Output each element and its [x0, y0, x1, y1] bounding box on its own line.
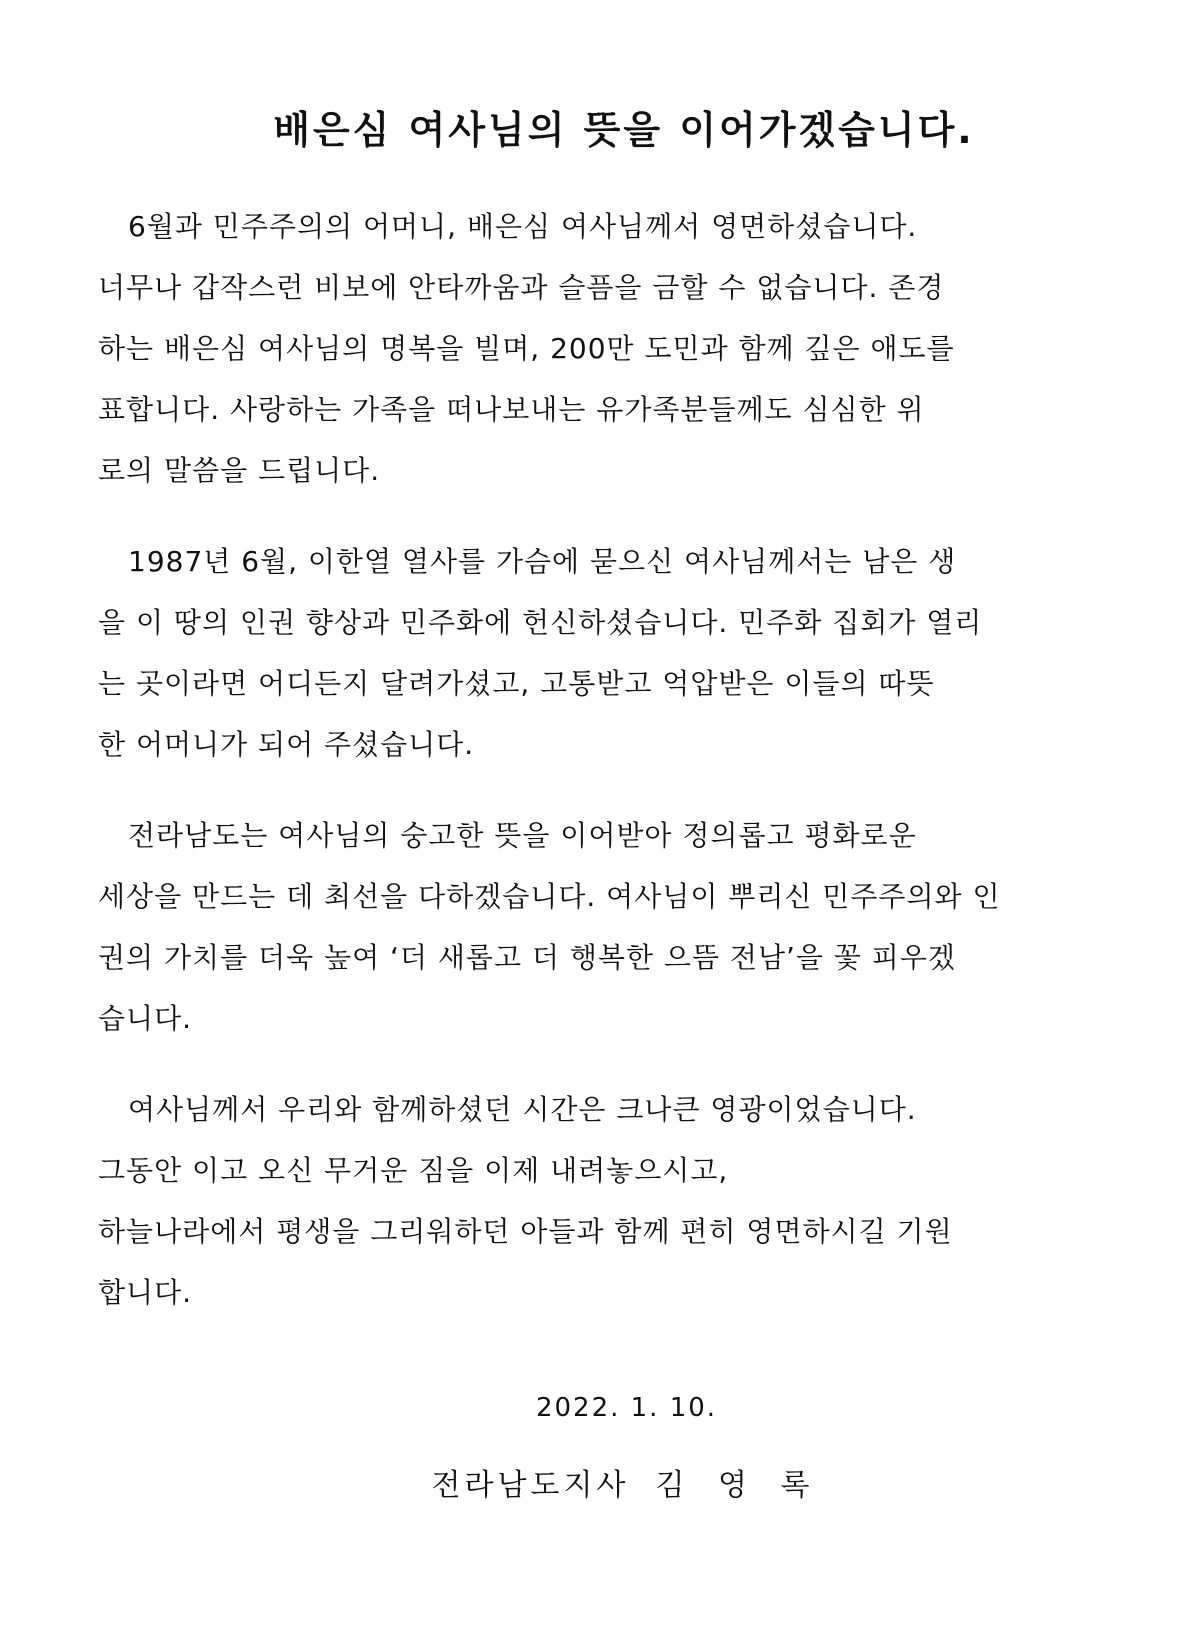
- document-title: 배은심 여사님의 뜻을 이어가겠습니다.: [273, 108, 975, 152]
- text-line: 한 어머니가 되어 주셨습니다.: [98, 728, 475, 761]
- text-line: 는 곳이라면 어디든지 달려가셨고, 고통받고 억압받은 이들의 따뜻: [98, 667, 935, 700]
- text-line: 1987년 6월, 이한열 열사를 가슴에 묻으신 여사님께서는 남은 생: [128, 545, 957, 578]
- signature-position: 전라남도지사: [431, 1468, 630, 1503]
- text-line: 하늘나라에서 평생을 그리워하던 아들과 함께 편히 영면하시길 기원: [98, 1215, 953, 1248]
- text-line: 너무나 갑작스런 비보에 안타까움과 슬픔을 금할 수 없습니다. 존경: [98, 271, 945, 304]
- text-line: 합니다.: [98, 1276, 193, 1309]
- text-line: 6월과 민주주의의 어머니, 배은심 여사님께서 영면하셨습니다.: [128, 210, 918, 243]
- paragraph-history: [98, 531, 1125, 775]
- signature-block: [98, 1461, 1125, 1511]
- text-line: 그동안 이고 오신 무거운 짐을 이제 내려놓으시고,: [98, 1154, 729, 1187]
- text-line: 표합니다. 사랑하는 가족을 떠나보내는 유가족분들께도 심심한 위: [98, 393, 925, 426]
- text-line: 을 이 땅의 인권 향상과 민주화에 헌신하셨습니다. 민주화 집회가 열리: [98, 606, 983, 639]
- paragraph-farewell: [98, 1079, 1125, 1323]
- text-line: 로의 말씀을 드립니다.: [98, 454, 381, 487]
- text-line: 하는 배은심 여사님의 명복을 빌며, 200만 도민과 함께 깊은 애도를: [98, 332, 955, 365]
- paragraph-commitment: [98, 805, 1125, 1049]
- text-line: 습니다.: [98, 1002, 193, 1035]
- paragraph-condolence: [98, 196, 1125, 501]
- signature-name: 김 영 록: [655, 1468, 822, 1503]
- text-line: 여사님께서 우리와 함께하셨던 시간은 크나큰 영광이었습니다.: [128, 1093, 917, 1126]
- text-line: 권의 가치를 더욱 높여 ‘더 새롭고 더 행복한 으뜸 전남’을 꽃 피우겠: [98, 941, 956, 974]
- text-line: 전라남도는 여사님의 숭고한 뜻을 이어받아 정의롭고 평화로운: [128, 819, 917, 852]
- document-date: 2022. 1. 10.: [535, 1393, 718, 1423]
- text-line: 세상을 만드는 데 최선을 다하겠습니다. 여사님이 뿌리신 민주주의와 인: [98, 880, 1001, 913]
